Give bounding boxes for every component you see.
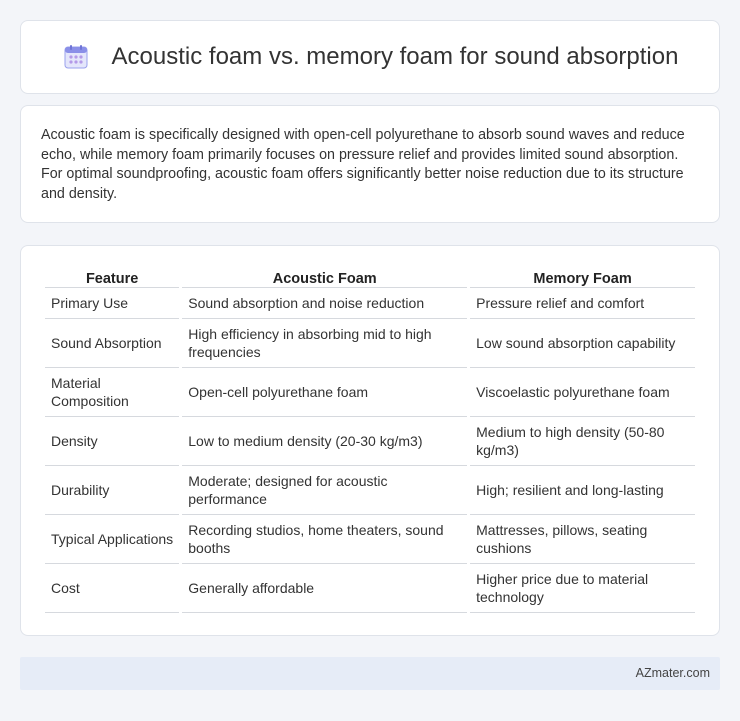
table-row <box>45 319 695 368</box>
table-cell-feature: Primary Use <box>45 288 179 319</box>
table-row <box>45 515 695 564</box>
table-cell-acoustic: Open-cell polyurethane foam <box>182 368 467 417</box>
column-header-feature: Feature <box>45 266 179 288</box>
intro-paragraph: Acoustic foam is specifically designed with open-cell polyurethane to absorb sound waves and reduce echo, while memory foam primarily focuses on pressure relief and provides limited sound absorption. For optimal soundproofing, acoustic foam offers significantly better noise reduction due to its structure and density. <box>41 127 685 202</box>
table-header-row <box>45 266 695 288</box>
table-cell-feature: Density <box>45 417 179 466</box>
table-cell-acoustic: Low to medium density (20-30 kg/m3) <box>182 417 467 466</box>
footer-bar <box>20 657 720 690</box>
table-cell-acoustic: Sound absorption and noise reduction <box>182 288 467 319</box>
table-cell-acoustic: Recording studios, home theaters, sound booths <box>182 515 467 564</box>
table-cell-feature: Sound Absorption <box>45 319 179 368</box>
table-cell-acoustic: High efficiency in absorbing mid to high frequencies <box>182 319 467 368</box>
table-cell-memory: Viscoelastic polyurethane foam <box>470 368 695 417</box>
table-cell-acoustic: Generally affordable <box>182 564 467 613</box>
table-row <box>45 288 695 319</box>
column-header-memory-foam: Memory Foam <box>470 266 695 288</box>
table-cell-feature: Typical Applications <box>45 515 179 564</box>
header-card <box>20 20 720 94</box>
comparison-card <box>20 245 720 636</box>
table-cell-acoustic: Moderate; designed for acoustic performance <box>182 466 467 515</box>
table-row <box>45 417 695 466</box>
table-cell-memory: Low sound absorption capability <box>470 319 695 368</box>
intro-card <box>20 105 720 223</box>
calendar-icon <box>62 43 90 71</box>
table-cell-feature: Material Composition <box>45 368 179 417</box>
column-header-acoustic-foam: Acoustic Foam <box>182 266 467 288</box>
table-row <box>45 564 695 613</box>
table-cell-memory: Higher price due to material technology <box>470 564 695 613</box>
table-row <box>45 368 695 417</box>
table-cell-memory: Medium to high density (50-80 kg/m3) <box>470 417 695 466</box>
table-cell-memory: High; resilient and long-lasting <box>470 466 695 515</box>
table-cell-feature: Durability <box>45 466 179 515</box>
table-cell-memory: Mattresses, pillows, seating cushions <box>470 515 695 564</box>
table-row <box>45 466 695 515</box>
table-cell-feature: Cost <box>45 564 179 613</box>
page-title: Acoustic foam vs. memory foam for sound absorption <box>111 43 679 70</box>
footer-brand: AZmater.com <box>635 666 710 680</box>
table-cell-memory: Pressure relief and comfort <box>470 288 695 319</box>
comparison-table <box>42 266 698 613</box>
